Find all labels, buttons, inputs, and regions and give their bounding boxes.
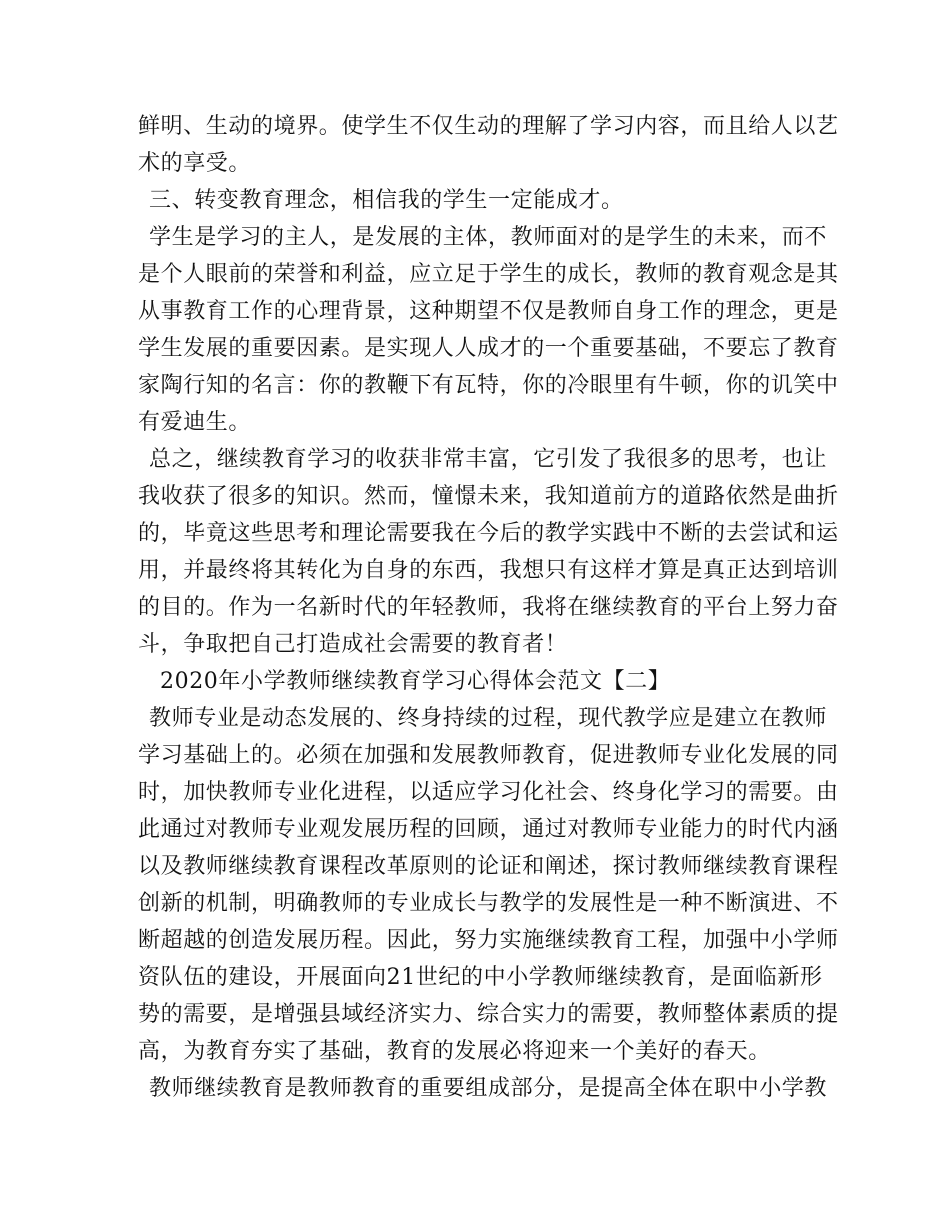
text-line: 从事教育工作的心理背景，这种期望不仅是教师自身工作的理念，更是 bbox=[138, 299, 839, 324]
text-line: 有爱迪生。 bbox=[138, 410, 252, 435]
paragraph-p5 bbox=[138, 663, 818, 700]
text-line: 是个人眼前的荣誉和利益，应立足于学生的成长，教师的教育观念是其 bbox=[138, 262, 839, 287]
text-line: 势的需要，是增强县域经济实力、综合实力的需要，教师整体素质的提 bbox=[138, 1002, 839, 1027]
text-line: 斗，争取把自己打造成社会需要的教育者！ bbox=[138, 632, 568, 657]
text-line: 家陶行知的名言：你的教鞭下有瓦特，你的冷眼里有牛顿，你的讥笑中 bbox=[138, 373, 839, 398]
text-line: 学生是学习的主人，是发展的主体，教师面对的是学生的未来，而不 bbox=[149, 225, 828, 250]
text-line: 学习基础上的。必须在加强和发展教师教育，促进教师专业化发展的同 bbox=[138, 743, 839, 768]
text-line: 三、转变教育理念，相信我的学生一定能成才。 bbox=[149, 188, 624, 213]
paragraph-p1 bbox=[138, 108, 839, 182]
paragraph-p7 bbox=[138, 1070, 828, 1107]
text-line: 以及教师继续教育课程改革原则的论证和阐述，探讨教师继续教育课程 bbox=[138, 854, 839, 879]
document-body bbox=[138, 108, 839, 1107]
paragraph-p2 bbox=[138, 182, 818, 219]
text-line: 创新的机制，明确教师的专业成长与教学的发展性是一种不断演进、不 bbox=[138, 891, 839, 916]
text-line: 2020年小学教师继续教育学习心得体会范文【二】 bbox=[160, 669, 671, 694]
text-line: 鲜明、生动的境界。使学生不仅生动的理解了学习内容，而且给人以艺 bbox=[138, 114, 839, 139]
text-line: 的，毕竟这些思考和理论需要我在今后的教学实践中不断的去尝试和运 bbox=[138, 521, 839, 546]
text-line: 总之，继续教育学习的收获非常丰富，它引发了我很多的思考，也让 bbox=[149, 447, 828, 472]
text-line: 教师专业是动态发展的、终身持续的过程，现代教学应是建立在教师 bbox=[149, 706, 828, 731]
text-line: 断超越的创造发展历程。因此，努力实施继续教育工程，加强中小学师 bbox=[138, 928, 839, 953]
text-line: 教师继续教育是教师教育的重要组成部分，是提高全体在职中小学教 bbox=[149, 1076, 828, 1101]
text-line: 资队伍的建设，开展面向21世纪的中小学教师继续教育，是面临新形 bbox=[138, 965, 823, 990]
text-line: 学生发展的重要因素。是实现人人成才的一个重要基础，不要忘了教育 bbox=[138, 336, 839, 361]
text-line: 我收获了很多的知识。然而，憧憬未来，我知道前方的道路依然是曲折 bbox=[138, 484, 839, 509]
paragraph-p4 bbox=[138, 441, 839, 663]
text-line: 时，加快教师专业化进程，以适应学习化社会、终身化学习的需要。由 bbox=[138, 780, 839, 805]
text-line: 术的享受。 bbox=[138, 151, 252, 176]
text-line: 的目的。作为一名新时代的年轻教师，我将在继续教育的平台上努力奋 bbox=[138, 595, 839, 620]
text-line: 用，并最终将其转化为自身的东西，我想只有这样才算是真正达到培训 bbox=[138, 558, 839, 583]
text-line: 高，为教育夯实了基础，教育的发展必将迎来一个美好的春天。 bbox=[138, 1039, 771, 1064]
paragraph-p3 bbox=[138, 219, 839, 441]
paragraph-p6 bbox=[138, 700, 839, 1070]
text-line: 此通过对教师专业观发展历程的回顾，通过对教师专业能力的时代内涵 bbox=[138, 817, 839, 842]
